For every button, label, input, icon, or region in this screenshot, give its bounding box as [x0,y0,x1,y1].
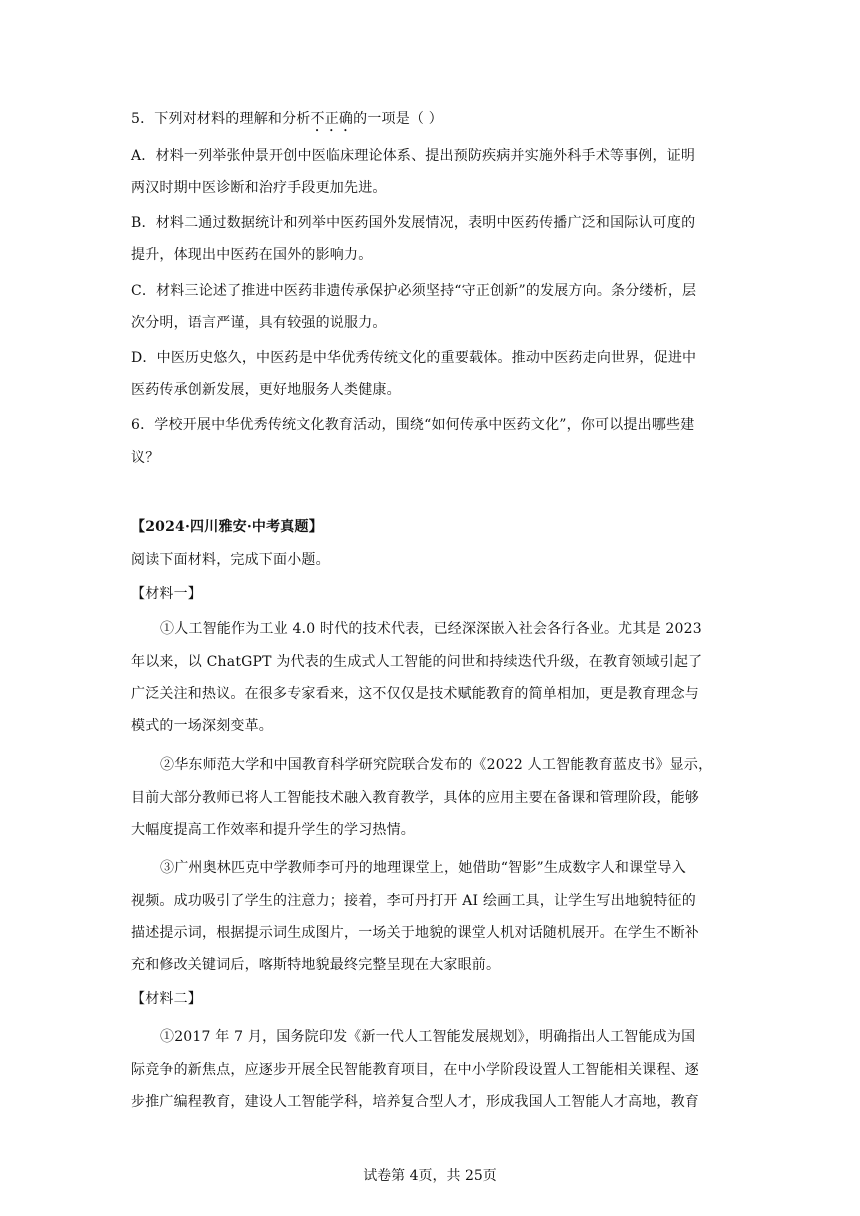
question-6-line-1: 6．学校开展中华优秀传统文化教育活动，围绕“如何传承中医药文化”，你可以提出哪些建 [131,417,695,433]
option-a-line-2: 两汉时期中医诊断和治疗手段更加先进。 [131,180,387,196]
question-5-bracket: 的一项是（ ） [353,111,443,127]
m1-p3-line-2: 视频。成功吸引了学生的注意力；接着，李可丹打开 AI 绘画工具，让学生写出地貌特征的 [131,893,696,909]
option-b-line-1: B．材料二通过数据统计和列举中医药国外发展情况，表明中医药传播广泛和国际认可度的 [131,215,696,231]
m1-p3-line-1: ③广州奥林匹克中学教师李可丹的地理课堂上，她借助“智影”生成数字人和课堂导入 [160,860,686,876]
m2-p1-line-1: ①2017 年 7 月，国务院印发《新一代人工智能发展规划》，明确指出人工智能成为国 [160,1029,696,1045]
option-d-line-1: D．中医历史悠久，中医药是中华优秀传统文化的重要载体。推动中医药走向世界，促进中 [131,350,697,366]
m1-p2-line-2: 目前大部分教师已将人工智能技术融入教育教学，具体的应用主要在备课和管理阶段，能够 [131,790,699,806]
question-5-stem [131,109,443,135]
m1-p2-line-3: 大幅度提高工作效率和提升学生的学习热情。 [131,822,415,838]
option-a-line-1: A．材料一列举张仲景开创中医临床理论体系、提出预防疾病并实施外科手术等事例，证明 [131,148,696,164]
m1-p1-line-4: 模式的一场深刻变革。 [131,718,273,734]
option-c-line-2: 次分明，语言严谨，具有较强的说服力。 [131,315,387,331]
m2-p1-line-2: 际竞争的新焦点，应逐步开展全民智能教育项目，在中小学阶段设置人工智能相关课程、逐 [131,1062,699,1078]
section-instruction: 阅读下面材料，完成下面小题。 [131,552,330,568]
material-2-label: 【材料二】 [131,991,202,1007]
page-footer: 试卷第 4页，共 25页 [363,1168,497,1184]
m2-p1-line-3: 步推广编程教育，建设人工智能学科，培养复合型人才，形成我国人工智能人才高地，教育 [131,1094,699,1110]
question-5-stem-text: 5．下列对材料的理解和分析 [131,111,311,127]
option-d-line-2: 医药传承创新发展，更好地服务人类健康。 [131,382,401,398]
question-6-line-2: 议？ [131,450,160,466]
m1-p1-line-2: 年以来，以 ChatGPT 为代表的生成式人工智能的问世和持续迭代升级，在教育领域引起了 [131,654,703,670]
m1-p1-line-3: 广泛关注和热议。在很多专家看来，这不仅仅是技术赋能教育的简单相加，更是教育理念与 [131,686,699,702]
m1-p3-line-3: 描述提示词，根据提示词生成图片，一场关于地貌的课堂人机对话随机展开。在学生不断补 [131,925,699,941]
m1-p3-line-4: 充和修改关键词后，喀斯特地貌最终完整呈现在大家眼前。 [131,957,501,973]
emphasized-not-correct: 不正确 [310,111,354,127]
section-heading: 【2024·四川雅安·中考真题】 [131,519,323,535]
option-b-line-2: 提升，体现出中医药在国外的影响力。 [131,247,373,263]
m1-p1-line-1: ①人工智能作为工业 4.0 时代的技术代表，已经深深嵌入社会各行各业。尤其是 2023 [160,621,702,637]
material-1-label: 【材料一】 [131,586,202,602]
m1-p2-line-1: ②华东师范大学和中国教育科学研究院联合发布的《2022 人工智能教育蓝皮书》显示， [160,757,713,773]
option-c-line-1: C．材料三论述了推进中医药非遗传承保护必须坚持“守正创新”的发展方向。条分缕析，层 [131,283,697,299]
